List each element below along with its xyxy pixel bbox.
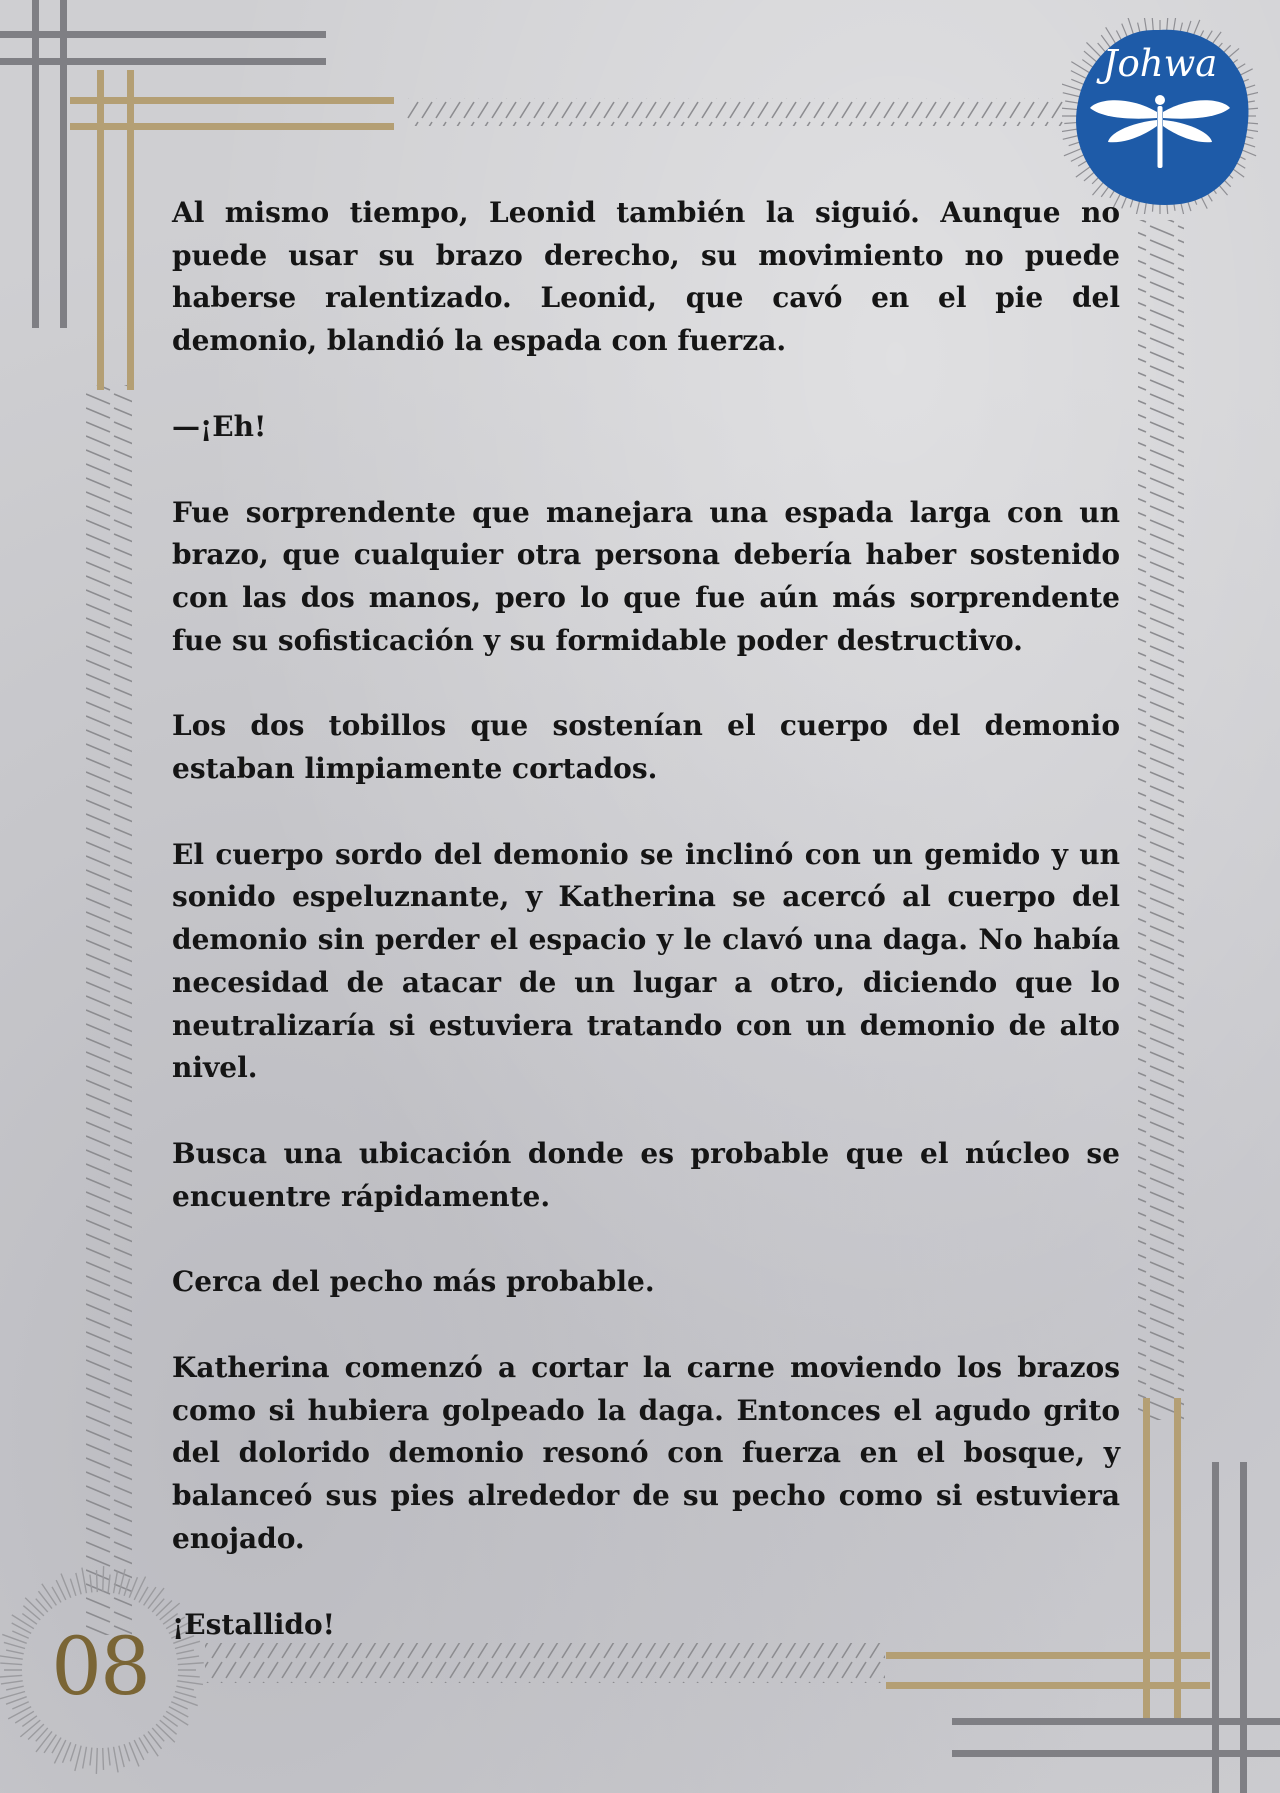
paragraph: —¡Eh!	[172, 409, 267, 443]
right-hatch-band	[1138, 220, 1184, 1420]
left-hatch-band	[86, 385, 132, 1635]
page-number: 08	[51, 1620, 149, 1713]
paragraph: Cerca del pecho más probable.	[172, 1265, 655, 1299]
paragraph: Busca una ubicación donde es probable que el núcleo se encuentre rápidamente.	[172, 1136, 1120, 1213]
paragraph: Al mismo tiempo, Leonid también la siguió. Aunque no puede usar su brazo derecho, su movimiento no puede haberse ralentizado. Leonid, que cavó en el pie del demonio, blandió la espada con fuerza.	[172, 196, 1120, 358]
paragraph: El cuerpo sordo del demonio se inclinó con un gemido y un sonido espeluznante, y Katherina se acercó al cuerpo del demonio sin perder el espacio y le clavó una daga. No había necesidad de atacar de un lugar a otro, diciendo que lo neutralizaría si estuviera tratando con un demonio de alto nivel.	[172, 837, 1120, 1085]
paragraph: ¡Estallido!	[172, 1607, 335, 1641]
chapter-text	[172, 192, 1120, 1689]
top-hatch-band	[405, 98, 1065, 126]
paragraph: Los dos tobillos que sostenían el cuerpo del demonio estaban limpiamente cortados.	[172, 709, 1120, 786]
paragraph: Fue sorprendente que manejara una espada larga con un brazo, que cualquier otra persona debería haber sostenido con las dos manos, pero lo que fue aún más sorprendente fue su sofisticación y su formidable poder destructivo.	[172, 495, 1120, 657]
johwa-logo	[1062, 18, 1258, 214]
paragraph: Katherina comenzó a cortar la carne moviendo los brazos como si hubiera golpeado la daga. Entonces el agudo grito del dolorido demonio resonó con fuerza en el bosque, y balanceó sus pies alrededor de su pecho como si estuviera enojado.	[172, 1351, 1120, 1555]
logo-text: Johwa	[1102, 42, 1218, 85]
